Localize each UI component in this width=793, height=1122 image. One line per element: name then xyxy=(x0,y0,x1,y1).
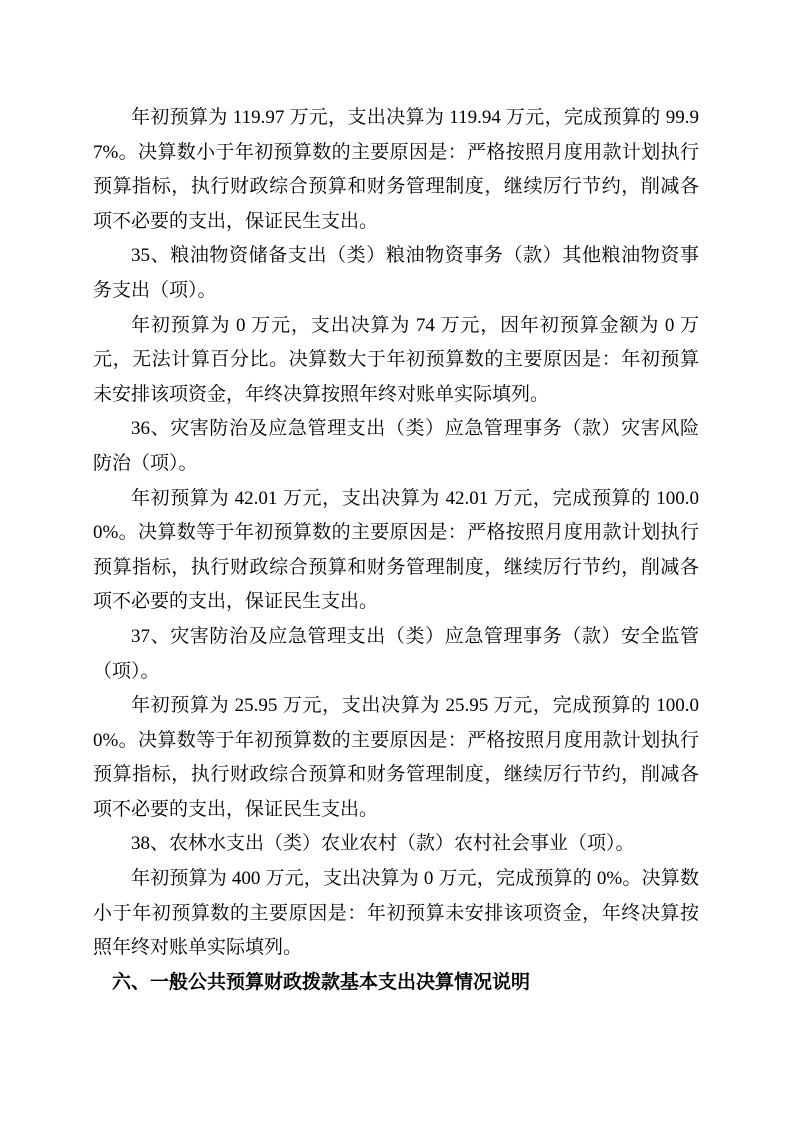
para-item-35-title: 35、粮油物资储备支出（类）粮油物资事务（款）其他粮油物资事务支出（项）。 xyxy=(93,245,699,301)
para-item-37-title: 37、灾害防治及应急管理支出（类）应急管理事务（款）安全监管（项）。 xyxy=(93,625,699,682)
para-item-continued-budget-completion: 年初预算为 119.97 万元，支出决算为 119.94 万元，完成预算的 99.97%。决算数小于年初预算数的主要原因是：严格按照月度用款计划执行预算指标，执行财政综合预算和财务管理制度，继续厉行节约，削减各项不必要的支出，保证民生支出。 xyxy=(93,107,699,232)
para-item-35-detail: 年初预算为 0 万元，支出决算为 74 万元，因年初预算金额为 0 万元，无法计算百分比。决算数大于年初预算数的主要原因是：年初预算未安排该项资金，年终决算按照年终对账单实际填列。 xyxy=(93,314,699,405)
para-item-38-detail: 年初预算为 400 万元，支出决算为 0 万元，完成预算的 0%。决算数小于年初预算数的主要原因是：年初预算未安排该项资金，年终决算按照年终对账单实际填列。 xyxy=(93,868,699,959)
section-heading-6-basic-expenditure: 六、一般公共预算财政拨款基本支出决算情况说明 xyxy=(112,971,531,993)
para-item-36-detail: 年初预算为 42.01 万元，支出决算为 42.01 万元，完成预算的 100.00%。决算数等于年初预算数的主要原因是：严格按照月度用款计划执行预算指标，执行财政综合预算和财务管理制度，继续厉行节约，削减各项不必要的支出，保证民生支出。 xyxy=(93,487,699,613)
para-item-38-title: 38、农林水支出（类）农业农村（款）农村社会事业（项）。 xyxy=(131,833,635,855)
para-item-37-detail: 年初预算为 25.95 万元，支出决算为 25.95 万元，完成预算的 100.00%。决算数等于年初预算数的主要原因是：严格按照月度用款计划执行预算指标，执行财政综合预算和财务管理制度，继续厉行节约，削减各项不必要的支出，保证民生支出。 xyxy=(93,695,699,820)
para-item-36-title: 36、灾害防治及应急管理支出（类）应急管理事务（款）灾害风险防治（项）。 xyxy=(93,418,699,474)
document-body xyxy=(93,101,699,1000)
